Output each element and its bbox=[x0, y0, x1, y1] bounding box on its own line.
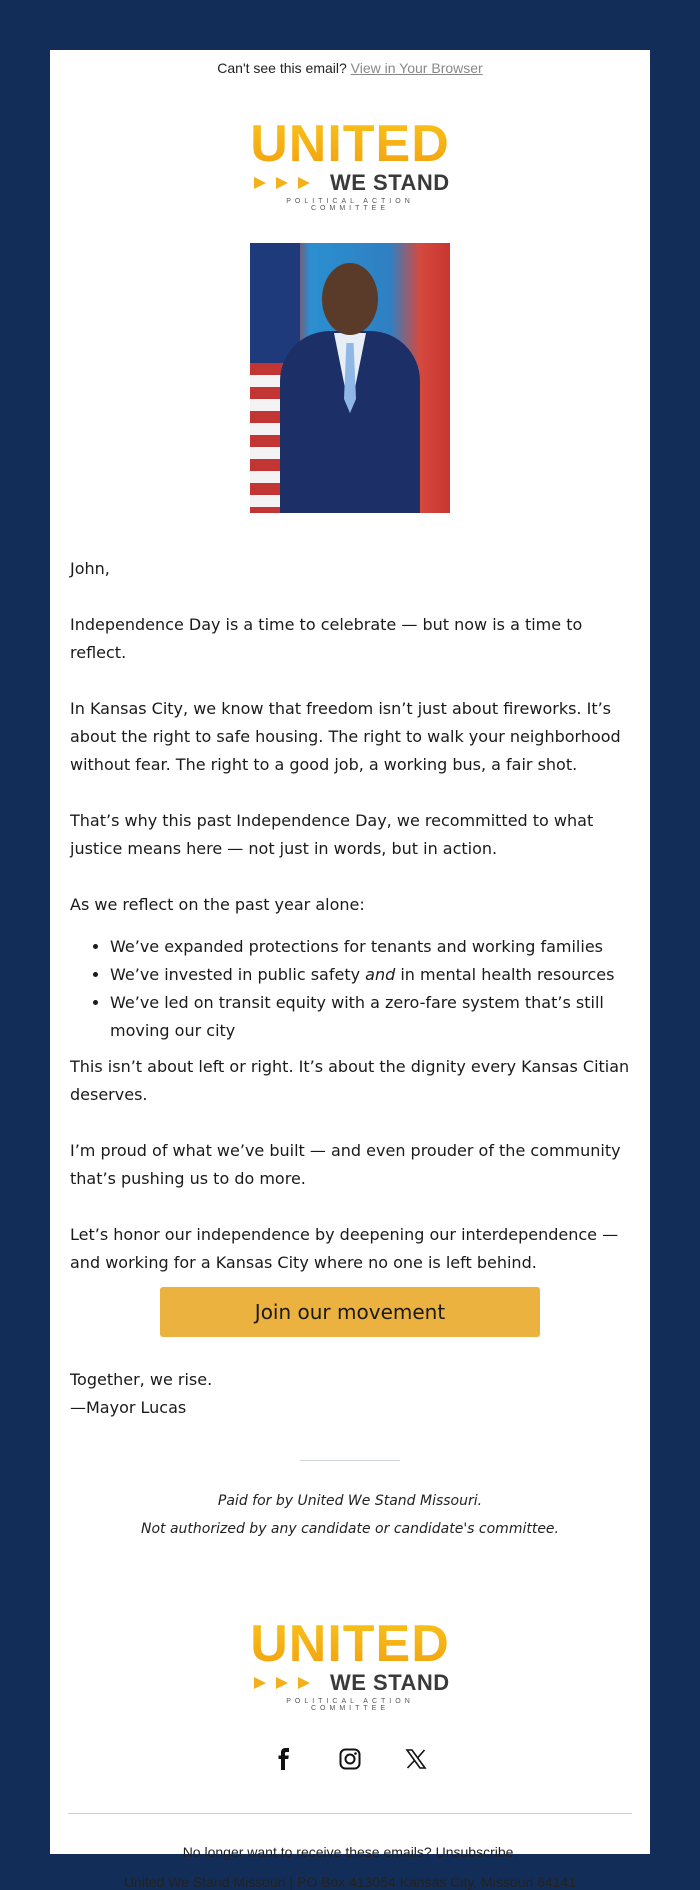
list-item bbox=[110, 961, 630, 989]
x-icon[interactable] bbox=[402, 1745, 430, 1773]
greeting: John, bbox=[70, 559, 110, 578]
paragraph: Independence Day is a time to celebrate — but now is a time to reflect. bbox=[70, 615, 583, 662]
list-item-text: We’ve invested in public safety bbox=[110, 965, 366, 984]
disclaimer-paid-for: Paid for by United We Stand Missouri. bbox=[217, 1493, 483, 1509]
email-card bbox=[50, 50, 650, 1890]
signoff bbox=[70, 1366, 212, 1422]
paragraph: This isn’t about left or right. It’s about the dignity every Kansas Citian deserves. bbox=[70, 1057, 630, 1104]
paragraph: I’m proud of what we’ve built — and even prouder of the community that’s pushing us to do more. bbox=[70, 1141, 621, 1188]
signoff-signature: —Mayor Lucas bbox=[70, 1398, 187, 1417]
footer-logo[interactable] bbox=[250, 1615, 450, 1712]
preheader-text: Can't see this email? bbox=[217, 60, 347, 76]
list-item: • We’ve expanded protections for tenants and working families bbox=[110, 933, 630, 961]
logo-row bbox=[250, 1670, 450, 1696]
logo-tagline: POLITICAL ACTION COMMITTEE bbox=[286, 1698, 414, 1712]
header-logo[interactable] bbox=[250, 115, 450, 212]
footer-divider bbox=[68, 1813, 632, 1814]
mayor-photo bbox=[250, 243, 450, 513]
facebook-icon[interactable] bbox=[270, 1745, 298, 1773]
signoff-line: Together, we rise. bbox=[70, 1370, 213, 1389]
list-item-text: in mental health resources bbox=[395, 965, 615, 984]
logo-united-text: UNITED bbox=[250, 1615, 450, 1673]
unsubscribe-text[interactable]: No longer want to receive these emails? Unsubscribe. bbox=[182, 1844, 518, 1860]
arrow-icon bbox=[298, 1677, 310, 1689]
logo-tagline: POLITICAL ACTION COMMITTEE bbox=[286, 198, 414, 212]
arrow-icon bbox=[254, 1677, 266, 1689]
accomplishments-list bbox=[70, 933, 630, 1045]
logo-row bbox=[250, 170, 450, 196]
preheader bbox=[50, 60, 650, 76]
social-links bbox=[270, 1745, 430, 1773]
paragraph: In Kansas City, we know that freedom isn’t just about fireworks. It’s about the right to safe housing. The right to walk your neighborhood without fear. The right to a good job, a working bus, a fair shot. bbox=[70, 699, 621, 774]
logo-we-stand-text: WE STAND bbox=[330, 170, 450, 195]
email-body bbox=[70, 555, 630, 1305]
arrow-icon bbox=[276, 1677, 288, 1689]
mailing-address: United We Stand Missouri | PO Box 413054 Kansas City, Missouri 64141 bbox=[123, 1874, 577, 1890]
logo-arrows bbox=[254, 177, 330, 189]
arrow-icon bbox=[254, 177, 266, 189]
join-movement-button[interactable]: Join our movement bbox=[160, 1287, 540, 1337]
flag-canton bbox=[250, 243, 300, 363]
list-item-emphasis: and bbox=[365, 965, 396, 984]
logo-united-text: UNITED bbox=[250, 115, 450, 173]
arrow-icon bbox=[276, 177, 288, 189]
paragraph: That’s why this past Independence Day, we recommitted to what justice means here — not just in words, but in action. bbox=[70, 811, 594, 858]
paragraph: As we reflect on the past year alone: bbox=[70, 895, 365, 914]
arrow-icon bbox=[298, 177, 310, 189]
list-item: • We’ve led on transit equity with a zero-fare system that’s still moving our city bbox=[110, 989, 630, 1045]
view-in-browser-link[interactable]: View in Your Browser bbox=[350, 60, 483, 76]
disclaimer-not-authorized: Not authorized by any candidate or candidate's committee. bbox=[141, 1521, 559, 1537]
disclaimer bbox=[50, 1487, 650, 1543]
logo-arrows bbox=[254, 1677, 330, 1689]
divider bbox=[300, 1460, 400, 1461]
instagram-icon[interactable] bbox=[336, 1745, 364, 1773]
paragraph: Let’s honor our independence by deepening our interdependence — and working for a Kansas City where no one is left behind. bbox=[70, 1225, 619, 1272]
logo-we-stand-text: WE STAND bbox=[330, 1670, 450, 1695]
portrait-head bbox=[322, 263, 378, 335]
